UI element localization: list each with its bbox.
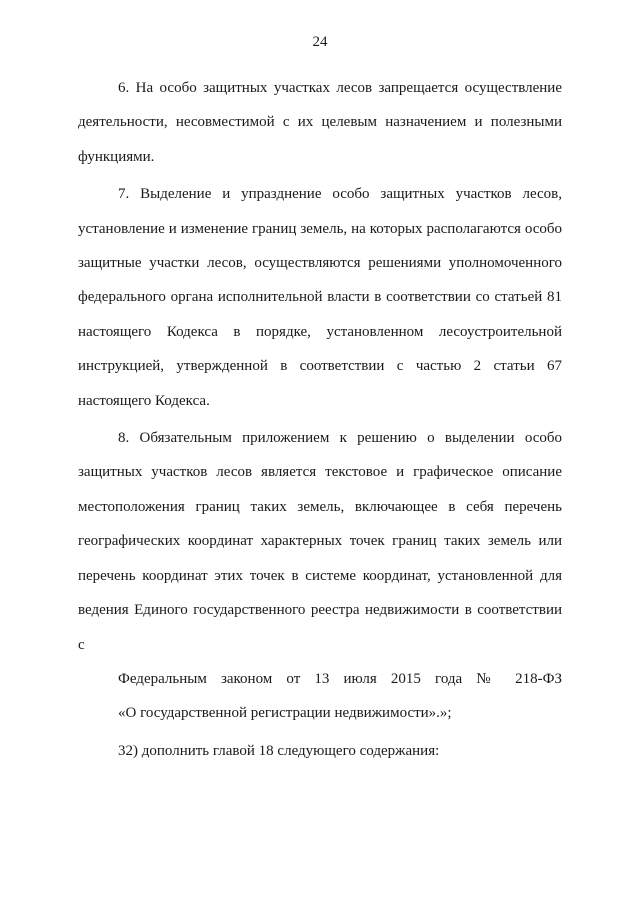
page-number: 24 [312,34,328,50]
paragraph-8 [78,421,562,731]
federal-law-title: «О государственной регистрации недвижимости».»; [118,705,452,722]
document-body [78,71,562,768]
federal-law-reference: Федеральным законом от 13 июля 2015 года № 218-ФЗ [118,670,562,687]
paragraph-6: 6. На особо защитных участках лесов запрещается осуществление деятельности, несовместимой с их целевым назначением и полезными функциями. [78,80,562,165]
paragraph-7: 7. Выделение и упразднение особо защитных участков лесов, установление и изменение границ земель, на которых располагаются особо защитные участки лесов, осуществляются решениями уполномоченного федерального органа исполнительной власти в соответствии со статьей 81 настоящего Кодекса в порядке, установленном лесоустроительной инструкцией, утвержденной в соответствии с частью 2 статьи 67 настоящего Кодекса. [78,186,562,409]
paragraph-8-text: 8. Обязательным приложением к решению о выделении особо защитных участков лесов является текстовое и графическое описание местоположения границ таких земель, включающее в себя перечень географических координат характерных точек границ таких земель или перечень координат этих точек в системе координат, установленной для ведения Единого государственного реестра недвижимости в соответствии с [78,430,562,653]
paragraph-32: 32) дополнить главой 18 следующего содержания: [118,742,440,759]
